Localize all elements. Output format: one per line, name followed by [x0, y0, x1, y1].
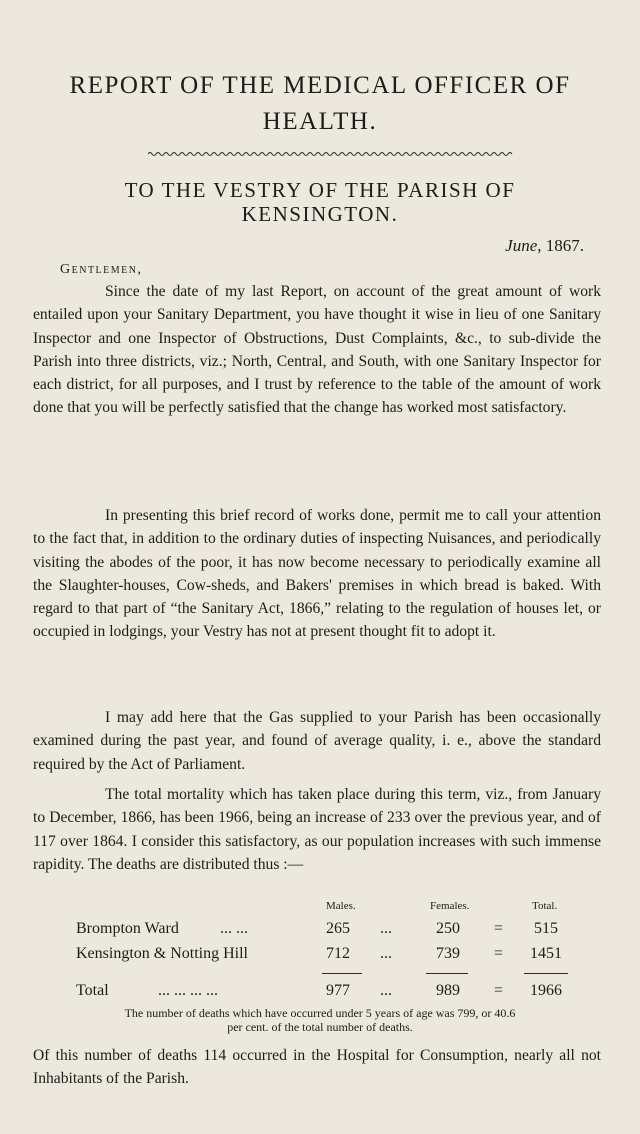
row-label: Total — [76, 982, 109, 999]
footnote — [30, 1006, 610, 1034]
vestry-heading — [40, 178, 600, 226]
row-total: 1451 — [530, 945, 562, 962]
footnote-line2: per cent. of the total number of deaths. — [227, 1020, 413, 1034]
row-females: 739 — [436, 945, 460, 962]
row-total: 515 — [534, 920, 558, 937]
row-label: Kensington & Notting Hill — [76, 945, 248, 962]
report-title-line1: REPORT OF THE MEDICAL OFFICER OF — [69, 72, 571, 99]
footnote-line1: The number of deaths which have occurred under 5 years of age was 799, or 40.6 — [124, 1006, 516, 1020]
row-equals: = — [494, 982, 504, 999]
sum-rule-females — [426, 973, 468, 974]
row-dots: ... — [380, 982, 392, 999]
report-title-line2: HEALTH. — [262, 108, 378, 135]
sum-rule-males — [322, 973, 362, 974]
row-leader-dots: ... ... ... ... — [158, 982, 218, 999]
paragraph-4: The total mortality which has taken place during this term, viz., from January to December, 1866, has been 1966, being an increase of 233 over the previous year, and of 117 over 1864. I consider this satisfactory, as our population increases with such immense rapidity. The deaths are distributed thus :— — [33, 786, 601, 873]
header-total: Total. — [532, 900, 558, 912]
date-year: 1867. — [545, 236, 584, 255]
row-leader-dots: ... ... — [220, 920, 248, 937]
wavy-rule — [148, 151, 514, 157]
paragraph-2: In presenting this brief record of works done, permit me to call your attention to the fact that, in addition to the ordinary duties of inspecting Nuisances, and periodically visiting the abodes of the poor, it has now become necessary to periodically examine all the Slaughter-houses, Cow-sheds, and Bakers' premises in which bread is baked. With regard to that part of “the Sanitary Act, 1866,” relating to the regulation of houses let, or occupied in lodgings, your Vestry has not at present thought fit to adopt it. — [33, 507, 601, 641]
row-males: 977 — [326, 982, 350, 999]
row-males: 265 — [326, 920, 350, 937]
header-males: Males. — [326, 900, 356, 912]
salutation: Gentlemen, — [60, 262, 143, 277]
report-date — [505, 236, 584, 256]
vestry-heading-line2: KENSINGTON. — [241, 202, 399, 226]
row-females: 250 — [436, 920, 460, 937]
date-month: June, — [505, 236, 542, 255]
paragraph-3: I may add here that the Gas supplied to your Parish has been occasionally examined during the past year, and found of average quality, i. e., above the standard required by the Act of Parliament. — [33, 709, 601, 773]
closing-paragraph: Of this number of deaths 114 occurred in the Hospital for Consumption, nearly all not Inhabitants of the Parish. — [33, 1047, 601, 1088]
row-dots: ... — [380, 920, 392, 937]
deaths-table — [0, 900, 640, 1010]
report-title — [40, 68, 600, 140]
row-label: Brompton Ward — [76, 920, 179, 937]
row-males: 712 — [326, 945, 350, 962]
row-females: 989 — [436, 982, 460, 999]
row-equals: = — [494, 920, 504, 937]
row-equals: = — [494, 945, 504, 962]
vestry-heading-line1: TO THE VESTRY OF THE PARISH OF — [124, 178, 516, 202]
paragraph-1: Since the date of my last Report, on account of the great amount of work entailed upon your Sanitary Department, you have thought it wise in lieu of one Sanitary Inspector and one Inspector of Obstructions, Dust Complaints, &c., to sub-divide the Parish into three districts, viz.; North, Central, and South, with one Sanitary Inspector for each district, for all purposes, and I trust by reference to the table of the amount of work done that you will be perfectly satisfied that the change has worked most satisfactory. — [33, 283, 601, 417]
row-total: 1966 — [530, 982, 562, 999]
row-dots: ... — [380, 945, 392, 962]
sum-rule-total — [524, 973, 568, 974]
header-females: Females. — [430, 900, 470, 912]
